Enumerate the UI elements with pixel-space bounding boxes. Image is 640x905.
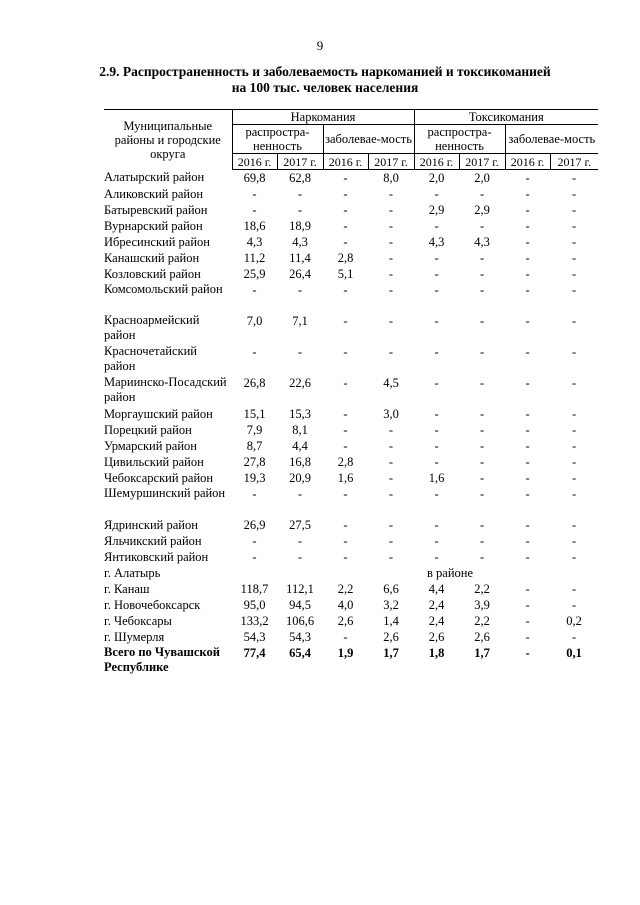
cell-value: -: [479, 455, 485, 469]
header-year: 2016 г.: [232, 154, 277, 170]
cell-value: -: [525, 187, 530, 201]
cell-value: -: [571, 534, 577, 548]
cell-value: -: [571, 630, 577, 644]
table-row: [104, 313, 598, 344]
cell-value: -: [434, 487, 439, 501]
table-row: [104, 565, 598, 581]
cell-value: -: [479, 534, 485, 548]
cell-value: -: [525, 219, 530, 233]
cell-value: -: [434, 376, 439, 390]
cell-value: -: [434, 251, 439, 265]
cell-value: -: [252, 534, 257, 548]
cell-value: -: [252, 487, 257, 501]
row-name: Яльчикский район: [104, 533, 202, 548]
table-row: [104, 549, 598, 565]
title-line-1: 2.9. Распространенность и заболеваемость наркоманией и токсикоманией: [99, 64, 551, 79]
cell-value: -: [388, 203, 394, 217]
cell-value: -: [525, 251, 530, 265]
cell-value: 2,2: [474, 614, 490, 628]
table-row: [104, 375, 598, 406]
row-name: Цивильский район: [104, 454, 204, 469]
cell-value: -: [571, 345, 577, 359]
cell-value: -: [343, 550, 348, 564]
cell-value: -: [525, 630, 530, 644]
cell-value: 133,2: [240, 614, 269, 628]
cell-value: 54,3: [243, 630, 266, 644]
cell-value: 69,8: [243, 171, 266, 185]
cell-value: 1,6: [337, 471, 354, 485]
cell-value: -: [525, 235, 530, 249]
cell-value: -: [434, 407, 439, 421]
cell-value: 1,7: [474, 646, 490, 660]
cell-value: 3,2: [383, 598, 399, 612]
cell-value: -: [343, 518, 348, 532]
table-row: [104, 266, 598, 282]
cell-value: -: [571, 439, 577, 453]
header-narco: Наркомания: [232, 110, 414, 125]
cell-value: 3,9: [474, 598, 490, 612]
cell-value: 26,8: [243, 376, 266, 390]
row-name: Шемуршинский район: [104, 486, 226, 500]
cell-value: -: [343, 630, 348, 644]
table-row: [104, 533, 598, 549]
cell-value: -: [297, 534, 303, 548]
cell-value: -: [252, 187, 257, 201]
row-name: Моргаушский район: [104, 406, 213, 421]
cell-value: -: [525, 407, 530, 421]
header-year: 2017 г.: [550, 154, 598, 170]
cell-value: -: [252, 345, 257, 359]
cell-value: -: [388, 219, 394, 233]
cell-value: -: [525, 550, 530, 564]
cell-value: -: [525, 646, 530, 660]
row-name: Красноармейский район: [104, 313, 200, 342]
cell-value: -: [571, 219, 577, 233]
cell-value: 25,9: [243, 267, 266, 281]
cell-value: -: [388, 534, 394, 548]
cell-value: -: [343, 219, 348, 233]
row-name: г. Чебоксары: [104, 613, 172, 628]
cell-value: -: [343, 423, 348, 437]
header-toxic-incidence: заболевае-мость: [505, 125, 598, 154]
cell-value: -: [525, 471, 530, 485]
table-row: [104, 170, 598, 187]
cell-value: -: [571, 455, 577, 469]
cell-value: -: [343, 439, 348, 453]
row-name: Козловский район: [104, 266, 201, 281]
cell-value: -: [525, 345, 530, 359]
cell-value: 26,9: [243, 518, 266, 532]
cell-value: -: [343, 235, 348, 249]
cell-value: -: [388, 455, 394, 469]
table-row: [104, 282, 598, 313]
cell-value: -: [479, 439, 485, 453]
cell-value: -: [343, 283, 348, 297]
cell-value: 26,4: [289, 267, 311, 281]
title-line-2: на 100 тыс. человек населения: [231, 80, 419, 95]
cell-value: 2,2: [337, 582, 354, 596]
cell-value: 4,0: [337, 598, 354, 612]
cell-value: -: [571, 407, 577, 421]
cell-value: -: [479, 550, 485, 564]
row-name: г. Шумерля: [104, 629, 165, 644]
cell-value: 94,5: [289, 598, 311, 612]
cell-value: -: [479, 487, 485, 501]
table-row: [104, 202, 598, 218]
cell-value: -: [571, 267, 577, 281]
table-row: [104, 186, 598, 202]
cell-value: -: [297, 187, 303, 201]
cell-value: -: [434, 345, 439, 359]
cell-value: -: [252, 283, 257, 297]
row-name: Ядринский район: [104, 517, 198, 532]
cell-value: -: [525, 314, 530, 328]
cell-value: 4,4: [292, 439, 308, 453]
cell-value: -: [388, 471, 394, 485]
cell-value: -: [434, 518, 439, 532]
cell-value: -: [343, 314, 348, 328]
cell-value: -: [343, 171, 348, 185]
cell-value: -: [525, 423, 530, 437]
table-row: [104, 613, 598, 629]
cell-value: -: [479, 267, 485, 281]
cell-value: -: [343, 376, 348, 390]
table-row: [104, 470, 598, 486]
row-name: Батыревский район: [104, 202, 208, 217]
cell-value: -: [525, 598, 530, 612]
table-body: [104, 170, 598, 677]
cell-value: 16,8: [289, 455, 311, 469]
row-name: Канашский район: [104, 250, 200, 265]
row-name: Порецкий район: [104, 422, 192, 437]
cell-value: -: [525, 203, 530, 217]
cell-value: 54,3: [289, 630, 311, 644]
cell-value: -: [343, 345, 348, 359]
cell-value: 3,0: [383, 407, 399, 421]
cell-value: 4,3: [246, 235, 263, 249]
cell-value: 4,5: [383, 376, 399, 390]
table-row: [104, 422, 598, 438]
cell-value: 8,1: [292, 423, 308, 437]
header-year: 2016 г.: [505, 154, 550, 170]
cell-value: 4,4: [428, 582, 445, 596]
cell-value: -: [479, 251, 485, 265]
cell-value: -: [525, 171, 530, 185]
cell-value: -: [571, 582, 577, 596]
header-toxic: Токсикомания: [414, 110, 598, 125]
cell-value: -: [434, 283, 439, 297]
cell-value: 112,1: [286, 582, 314, 596]
cell-value: 2,0: [474, 171, 490, 185]
cell-value: -: [525, 455, 530, 469]
cell-value: 4,3: [292, 235, 308, 249]
header-year: 2017 г.: [368, 154, 414, 170]
row-name: Ибресинский район: [104, 234, 210, 249]
cell-value: 2,0: [428, 171, 445, 185]
cell-value: -: [343, 407, 348, 421]
cell-value: 6,6: [383, 582, 399, 596]
table-row: [104, 250, 598, 266]
row-name: Аликовский район: [104, 186, 204, 201]
cell-value: 2,8: [337, 455, 354, 469]
cell-value: -: [434, 534, 439, 548]
cell-value: -: [525, 614, 530, 628]
cell-value: 11,2: [243, 251, 266, 265]
table-row: [104, 344, 598, 375]
table-row: [104, 597, 598, 613]
cell-value: 4,3: [428, 235, 445, 249]
cell-value: 15,1: [243, 407, 266, 421]
cell-value: -: [525, 376, 530, 390]
cell-value: 19,3: [243, 471, 266, 485]
cell-value: -: [571, 471, 577, 485]
row-name: Вурнарский район: [104, 218, 203, 233]
cell-value: 27,5: [289, 518, 311, 532]
row-name: Алатырский район: [104, 170, 205, 185]
cell-value: -: [571, 423, 577, 437]
row-name: г. Алатырь: [104, 565, 161, 580]
table-row: [104, 629, 598, 645]
cell-value: -: [571, 171, 577, 185]
header-year: 2017 г.: [459, 154, 505, 170]
cell-value: 7,0: [246, 314, 263, 328]
cell-value: -: [479, 423, 485, 437]
cell-value: -: [388, 550, 394, 564]
cell-value: -: [343, 187, 348, 201]
cell-value: 2,2: [474, 582, 490, 596]
cell-value: -: [297, 550, 303, 564]
cell-value: 1,4: [383, 614, 399, 628]
row-note: в районе: [427, 566, 474, 580]
row-name: Комсомольский район: [104, 282, 223, 296]
cell-value: -: [571, 314, 577, 328]
cell-value: -: [525, 283, 530, 297]
page-number: 9: [316, 38, 324, 53]
cell-value: -: [479, 518, 485, 532]
header-year: 2017 г.: [277, 154, 323, 170]
table-row: [104, 218, 598, 234]
cell-value: -: [571, 203, 577, 217]
cell-value: 1,7: [383, 646, 399, 660]
table-row: [104, 438, 598, 454]
cell-value: -: [434, 550, 439, 564]
cell-value: 2,4: [428, 614, 445, 628]
cell-value: -: [388, 251, 394, 265]
cell-value: 15,3: [289, 407, 311, 421]
cell-value: -: [388, 283, 394, 297]
cell-value: -: [571, 550, 577, 564]
cell-value: -: [571, 283, 577, 297]
cell-value: -: [571, 187, 577, 201]
section-title: [90, 64, 560, 96]
cell-value: 18,6: [243, 219, 266, 233]
cell-value: -: [297, 203, 303, 217]
cell-value: -: [297, 283, 303, 297]
cell-value: -: [571, 376, 577, 390]
row-name: г. Канаш: [104, 581, 150, 596]
cell-value: 7,1: [292, 314, 308, 328]
cell-value: 77,4: [243, 646, 266, 660]
cell-value: 27,8: [243, 455, 266, 469]
cell-value: 0,2: [566, 614, 582, 628]
cell-value: -: [434, 219, 439, 233]
cell-value: -: [434, 314, 439, 328]
cell-value: -: [388, 487, 394, 501]
cell-value: 2,9: [474, 203, 490, 217]
cell-value: -: [434, 455, 439, 469]
table-row: [104, 406, 598, 422]
cell-value: -: [479, 345, 485, 359]
header-municipal: Муниципальные районы и городские округа: [104, 110, 232, 170]
cell-value: -: [525, 439, 530, 453]
row-name: г. Новочебоксарск: [104, 597, 201, 612]
header-year: 2016 г.: [414, 154, 459, 170]
row-name: Чебоксарский район: [104, 470, 214, 485]
cell-value: 0,1: [566, 646, 582, 660]
cell-value: 1,6: [428, 471, 445, 485]
cell-value: -: [479, 283, 485, 297]
cell-value: -: [297, 487, 303, 501]
cell-value: -: [525, 518, 530, 532]
cell-value: -: [388, 314, 394, 328]
cell-value: 1,9: [337, 646, 354, 660]
cell-value: 62,8: [289, 171, 311, 185]
table-row-total: [104, 645, 598, 676]
cell-value: -: [571, 518, 577, 532]
cell-value: -: [525, 267, 530, 281]
row-name: Всего по Чувашской Республике: [104, 645, 220, 674]
cell-value: 18,9: [289, 219, 311, 233]
cell-value: -: [388, 518, 394, 532]
cell-value: -: [479, 219, 485, 233]
cell-value: -: [343, 487, 348, 501]
cell-value: 2,9: [428, 203, 445, 217]
cell-value: -: [479, 187, 485, 201]
row-name: Урмарский район: [104, 438, 197, 453]
table-row: [104, 454, 598, 470]
table-header: [104, 110, 598, 170]
cell-value: -: [388, 187, 394, 201]
cell-value: 8,0: [383, 171, 399, 185]
header-year: 2016 г.: [323, 154, 368, 170]
cell-value: 2,6: [474, 630, 490, 644]
cell-value: -: [388, 267, 394, 281]
cell-value: -: [434, 423, 439, 437]
table-row: [104, 486, 598, 517]
cell-value: 1,8: [428, 646, 445, 660]
row-name: Янтиковский район: [104, 549, 209, 564]
cell-value: -: [479, 376, 485, 390]
header-narco-prevalence: распростра-ненность: [232, 125, 323, 154]
table-row: [104, 581, 598, 597]
cell-value: -: [479, 471, 485, 485]
cell-value: 95,0: [243, 598, 266, 612]
cell-value: -: [252, 203, 257, 217]
cell-value: 2,8: [337, 251, 354, 265]
cell-value: -: [525, 534, 530, 548]
cell-value: 22,6: [289, 376, 311, 390]
cell-value: 4,3: [474, 235, 490, 249]
cell-value: 2,6: [383, 630, 399, 644]
cell-value: -: [388, 235, 394, 249]
cell-value: -: [571, 235, 577, 249]
row-name: Мариинско-Посадский район: [104, 375, 227, 404]
cell-value: -: [434, 267, 439, 281]
cell-value: -: [343, 534, 348, 548]
header-toxic-prevalence: распростра-ненность: [414, 125, 505, 154]
cell-value: -: [571, 251, 577, 265]
statistics-table: [104, 109, 598, 676]
cell-value: -: [388, 345, 394, 359]
cell-value: -: [388, 439, 394, 453]
cell-value: 65,4: [289, 646, 311, 660]
cell-value: 2,6: [428, 630, 445, 644]
cell-value: 5,1: [337, 267, 354, 281]
table-row: [104, 234, 598, 250]
cell-value: 11,4: [289, 251, 311, 265]
cell-value: 2,4: [428, 598, 445, 612]
cell-value: 8,7: [246, 439, 263, 453]
cell-value: -: [434, 187, 439, 201]
cell-value: -: [297, 345, 303, 359]
cell-value: 2,6: [337, 614, 354, 628]
cell-value: 7,9: [246, 423, 263, 437]
cell-value: 20,9: [289, 471, 311, 485]
cell-value: -: [388, 423, 394, 437]
cell-value: -: [571, 487, 577, 501]
cell-value: -: [434, 439, 439, 453]
cell-value: -: [525, 582, 530, 596]
cell-value: -: [479, 314, 485, 328]
cell-value: -: [343, 203, 348, 217]
cell-value: -: [252, 550, 257, 564]
header-narco-incidence: заболевае-мость: [323, 125, 414, 154]
cell-value: -: [571, 598, 577, 612]
cell-value: -: [525, 487, 530, 501]
row-name: Красночетайский район: [104, 344, 197, 373]
table-row: [104, 517, 598, 533]
cell-value: -: [479, 407, 485, 421]
cell-value: 118,7: [240, 582, 269, 596]
cell-value: 106,6: [285, 614, 315, 628]
